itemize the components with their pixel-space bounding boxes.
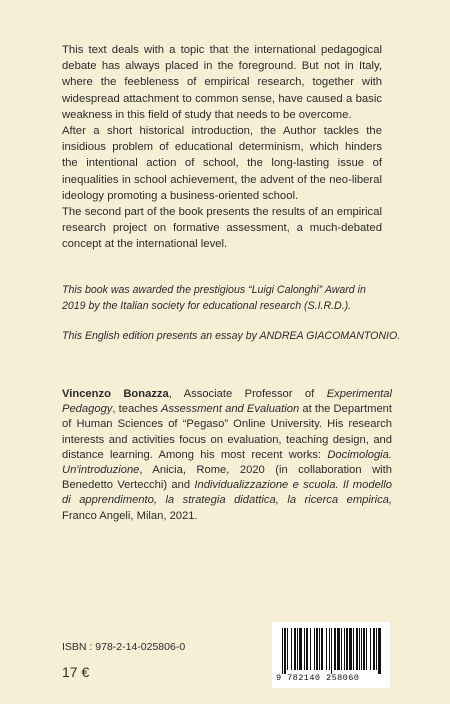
barcode-bar [356,628,358,670]
barcode-bar [310,628,311,670]
barcode-bar [361,628,362,670]
barcode-bar [314,628,315,670]
bio-text: , teaches [112,403,162,416]
barcode-bar [373,628,375,670]
barcode-digits: 9 782140 258060 [276,673,360,683]
bio-italic: Docimologia. Un'introduzione [62,448,392,477]
author-bio [62,387,392,524]
book-blurb [62,42,382,253]
barcode-bar [370,628,371,670]
barcode-bars [278,628,384,674]
barcode-bar [319,628,320,670]
barcode-bar [316,628,318,670]
edition-note: This English edition presents an essay by ANDREA GIACOMANTONIO. [62,330,401,342]
barcode-bar [294,628,296,670]
barcode-bar [346,628,348,670]
barcode-bar [376,628,377,670]
barcode-bar [378,628,381,674]
barcode-bar [329,628,330,670]
barcode-bar [359,628,360,670]
bio-italic: Individualizzazione e scuola. Il modello di apprendimento, la strategia didattica, la ricerca empirica, [62,479,392,507]
barcode-bar [297,628,298,670]
bio-text: Franco Angeli, Milan, 2021. [62,509,198,522]
barcode-bar [299,628,302,670]
barcode-bar [349,628,352,670]
barcode-bar [363,628,365,670]
price-label: 17 € [62,664,90,680]
bio-text: at the Department of Human Sciences of “Pegaso” Online University. His research interests and activities focus on evaluation, teaching design, and distance learning. Among his most recent works: [62,403,392,461]
bio-italic: Experimental Pedagogy [62,388,392,416]
award-note: This book was awarded the prestigious “Luigi Calonghi” Award in 2019 by the Italian society for educational research (S.I.R.D.). [62,284,366,312]
blurb-paragraph-1: This text deals with a topic that the international pedagogical debate has always placed in the foreground. But not in Italy, where the feebleness of empirical research, together with widespread attachment to common sense, have caused a basic weakness in this field of study that needs to be overcome. [62,44,382,121]
barcode-bar [282,628,283,674]
barcode-bar [366,628,367,670]
barcode-bar [306,628,308,670]
barcode-bar [344,628,345,670]
barcode-bar [326,628,327,670]
barcode-bar [284,628,286,674]
barcode-bar [341,628,342,670]
bio-italic: Assessment and Evaluation [161,403,300,416]
bio-text: , Associate Professor of [168,388,327,400]
barcode-bar [331,628,332,674]
blurb-paragraph-2: After a short historical introduction, the Author tackles the insidious problem of educational determinism, which hinders the intentional action of school, the long-lasting issue of inequalities in school achievement, the advent of the neo-liberal ideology promoting a business-oriented school. [62,125,382,202]
blurb-paragraph-3: The second part of the book presents the results of an empirical research project on formative assessment, a much-debated concept at the international level. [62,206,382,251]
barcode-bar [291,628,292,670]
barcode-bar [334,628,336,670]
barcode-bar [321,628,323,670]
bio-text: , Anicia, Rome, 2020 (in collaboration with Benedetto Vertecchi) and [62,464,392,492]
author-name: Vincenzo Bonazza [62,388,169,400]
barcode [272,622,390,688]
barcode-bar [304,628,305,670]
isbn-label: ISBN : 978-2-14-025806-0 [62,641,186,653]
barcode-bar [353,628,354,670]
barcode-bar [337,628,340,670]
barcode-bar [287,628,288,670]
